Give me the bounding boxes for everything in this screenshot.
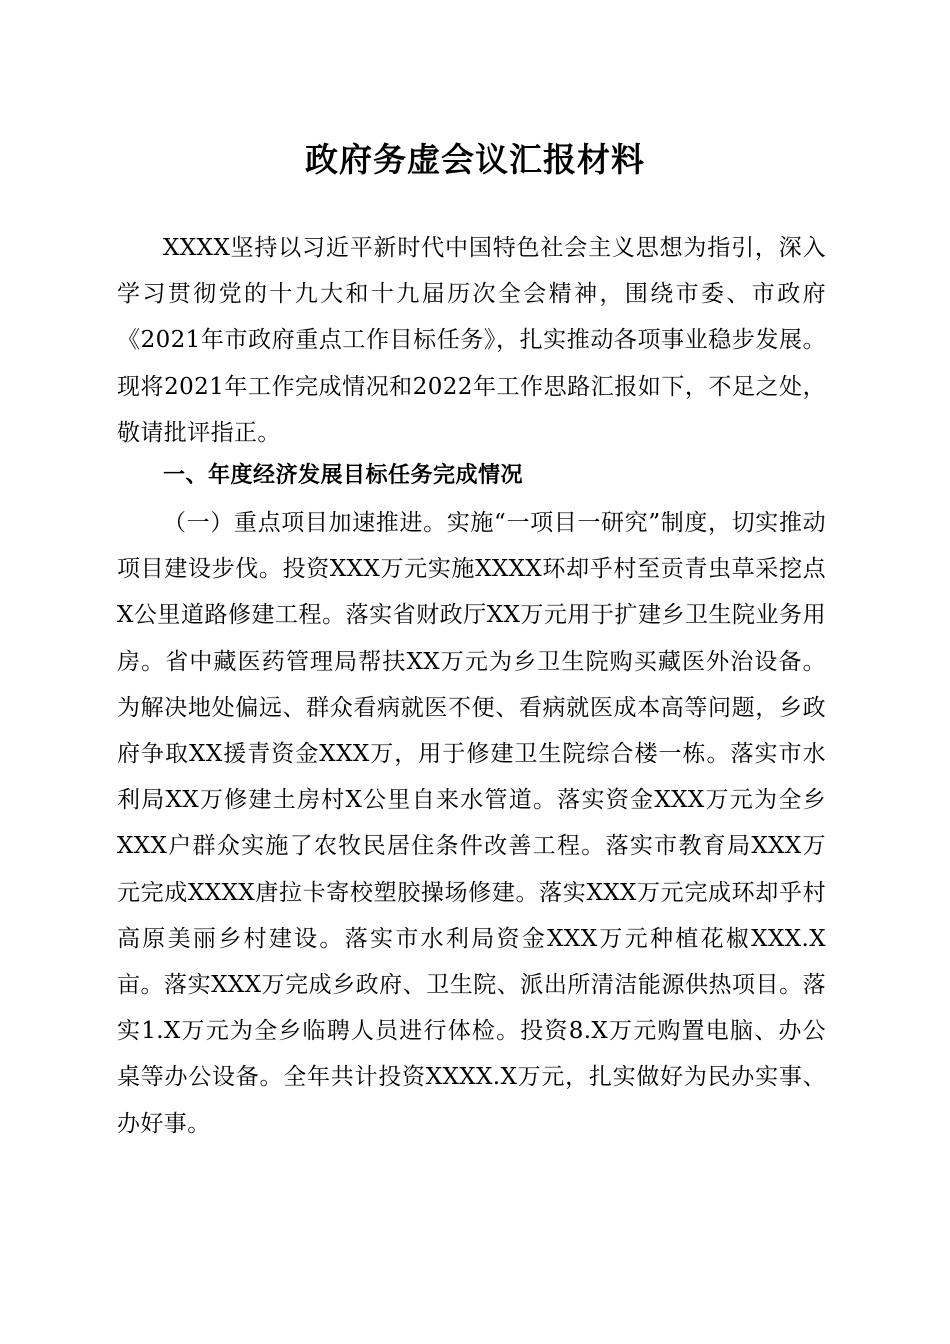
subsection-heading: （一）重点项目加速推进。: [163, 510, 447, 536]
intro-paragraph: XXXX坚持以习近平新时代中国特色社会主义思想为指引，深入学习贯彻党的十九大和十九届历次全会精神，围绕市委、市政府《2021年市政府重点工作目标任务》，扎实推动各项事业稳步发展。现将2021年工作完成情况和2022年工作思路汇报如下，不足之处，敬请批评指正。: [117, 235, 826, 446]
section-heading: 一、年度经济发展目标任务完成情况: [163, 463, 524, 488]
document-title: 政府务虚会议汇报材料: [305, 140, 645, 179]
subsection-text: 实施“一项目一研究”制度，切实推动项目建设步伐。投资XXX万元实施XXXX环却乎村至贡青虫草采挖点X公里道路修建工程。落实省财政厅XX万元用于扩建乡卫生院业务用房。省中藏医药管理局帮扶XX万元为乡卫生院购买藏医外治设备。为解决地处偏远、群众看病就医不便、看病就医成本高等问题，乡政府争取XX援青资金XXX万，用于修建卫生院综合楼一栋。落实市水利局XX万修建土房村X公里自来水管道。落实资金XXX万元为全乡XXX户群众实施了农牧民居住条件改善工程。落实市教育局XXX万元完成XXXX唐拉卡寄校塑胶操场修建。落实XXX万元完成环却乎村高原美丽乡村建设。落实市水利局资金XXX万元种植花椒XXX.X亩。落实XXX万完成乡政府、卫生院、派出所清洁能源供热项目。落实1.X万元为全乡临聘人员进行体检。投资8.X万元购置电脑、办公桌等办公设备。全年共计投资XXXX.X万元，扎实做好为民办实事、办好事。: [117, 510, 826, 1137]
subsection-paragraph: [117, 500, 826, 1147]
